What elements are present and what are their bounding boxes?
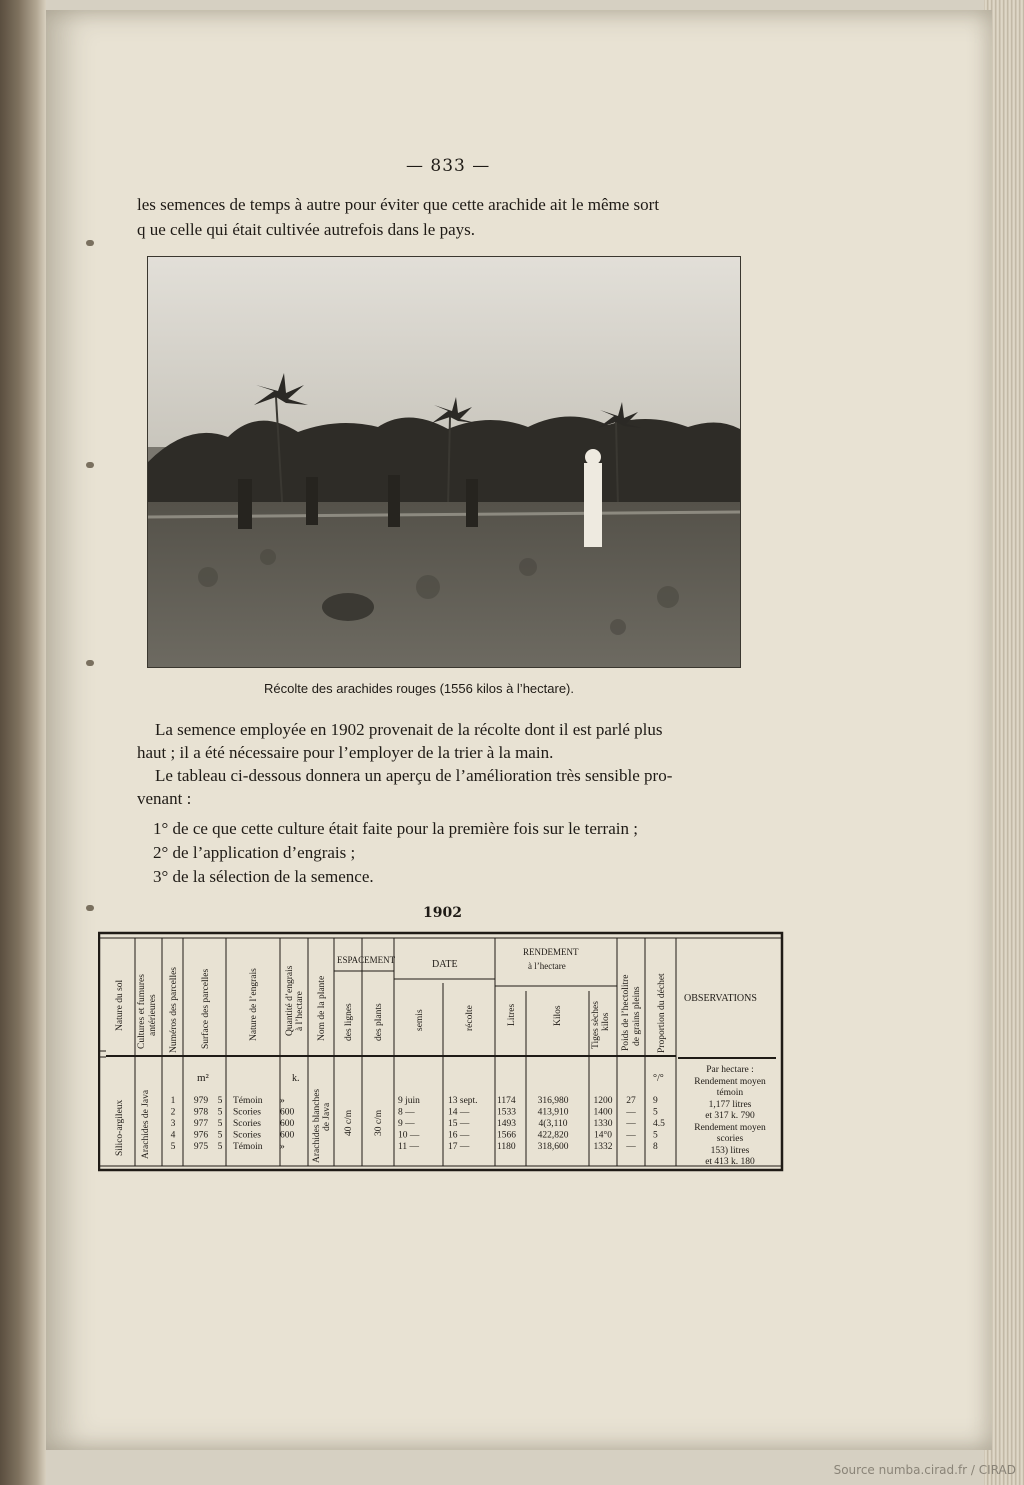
binding-hole (86, 905, 94, 911)
table-cell-num: 4 (170, 1130, 176, 1141)
table-cell-surface: 978 (193, 1107, 209, 1118)
observation-line: scories (716, 1134, 744, 1144)
header-rendement: RENDEMENT (523, 947, 579, 957)
cell-espacement-lignes: 40 c/m (344, 1109, 354, 1136)
cell-plante: Arachides blanches (312, 1088, 322, 1163)
binding-hole (86, 240, 94, 246)
observation-line: Rendement moyen (694, 1077, 766, 1087)
results-table-text (98, 931, 784, 1173)
header-nature-sol: Nature du sol (115, 979, 125, 1031)
table-cell-quantite: 600 (280, 1107, 295, 1118)
photo-caption: Récolte des arachides rouges (1556 kilos à l’hectare). (264, 681, 575, 696)
intro-line: les semences de temps à autre pour éviter que cette arachide ait le même sort (137, 195, 660, 214)
header-litres: Litres (507, 1003, 517, 1026)
header-proportion: Proportion du déchet (657, 973, 667, 1053)
table-cell-engrais: Scories (233, 1130, 261, 1141)
table-cell-num: 1 (170, 1096, 176, 1106)
observation-line: et 317 k. 790 (705, 1111, 755, 1121)
table-cell-semis: 10 — (398, 1130, 420, 1141)
unit-surface: m² (197, 1072, 209, 1084)
table-cell-litres: 1566 (497, 1130, 516, 1141)
observation-line: 153) litres (710, 1146, 750, 1156)
table-cell-surface: 976 (193, 1130, 209, 1141)
table-cell-engrais: Témoin (233, 1096, 263, 1106)
table-cell-semis: 8 — (398, 1107, 415, 1118)
cell-sol: Silico-argileux (115, 1099, 125, 1156)
table-cell-kilos: 318,600 (537, 1142, 569, 1152)
table-cell-engrais: Témoin (233, 1142, 263, 1152)
binding-hole (86, 462, 94, 468)
body-line: venant : (137, 789, 192, 808)
header-rendement-2: à l’hectare (528, 961, 566, 971)
table-cell-recolte: 15 — (448, 1119, 470, 1129)
unit-proportion: °/° (653, 1073, 664, 1084)
intro-line: q ue celle qui était cultivée autrefois dans le pays. (137, 220, 475, 239)
table-cell-dechet: 9 (653, 1096, 658, 1106)
observation-line: Par hectare : (706, 1065, 754, 1075)
header-tiges: Tiges sèches (591, 1001, 601, 1049)
cell-plante-2: de Java (322, 1102, 332, 1131)
table-cell-num: 3 (170, 1119, 176, 1129)
header-kilos: Kilos (553, 1005, 563, 1026)
table-cell-surface: 977 (193, 1119, 209, 1129)
cell-espacement-plants: 30 c/m (374, 1109, 384, 1136)
header-cultures: Cultures et fumures (137, 974, 147, 1049)
table-cell-dechet: 5 (653, 1130, 658, 1141)
book-spine (0, 0, 46, 1485)
table-cell-semis: 9 — (398, 1119, 415, 1129)
table-cell-semis: 11 — (398, 1142, 420, 1152)
page-number: — 833 — (406, 156, 491, 176)
header-plants: des plants (374, 1003, 384, 1041)
table-cell-poids: 27 (626, 1096, 636, 1106)
table-cell-tiges: 1330 (593, 1119, 613, 1129)
table-cell-litres: 1180 (497, 1142, 516, 1152)
table-cell-semis: 9 juin (398, 1096, 420, 1106)
observation-line: 1,177 litres (708, 1100, 752, 1110)
table-cell-recolte: 14 — (448, 1107, 470, 1118)
unit-quantite: k. (292, 1073, 300, 1084)
header-plante: Nom de la plante (317, 975, 327, 1041)
table-cell-kilos: 422,820 (537, 1130, 569, 1141)
table-cell-litres: 1174 (497, 1096, 516, 1106)
list-item: 2° de l’application d’engrais ; (153, 843, 356, 862)
table-cell-poids: — (626, 1130, 636, 1141)
header-numeros: Numéros des parcelles (169, 967, 179, 1053)
source-note: Source numba.cirad.fr / CIRAD (833, 1463, 1016, 1477)
table-cell-litres: 1493 (497, 1119, 516, 1129)
harvest-photo-illustration (148, 257, 740, 667)
table-cell-recolte: 16 — (448, 1130, 470, 1141)
observation-line: Rendement moyen (694, 1123, 766, 1133)
header-poids-2: de grains pleins (632, 986, 642, 1046)
table-cell-poids: — (626, 1107, 636, 1118)
header-tiges-2: kilos (601, 1012, 611, 1031)
body-line: Le tableau ci-dessous donnera un aperçu de l’amélioration très sensible pro- (155, 766, 673, 785)
header-surface: Surface des parcelles (201, 968, 211, 1049)
table-cell-kilos: 413,910 (537, 1107, 569, 1118)
body-line: La semence employée en 1902 provenait de la récolte dont il est parlé plus (155, 720, 663, 739)
header-cultures-2: antérieures (148, 994, 158, 1036)
table-cell-dechet: 8 (653, 1142, 658, 1152)
header-lignes: des lignes (344, 1003, 354, 1041)
header-engrais: Nature de l’engrais (249, 968, 259, 1041)
table-cell-tiges: 1332 (593, 1142, 613, 1152)
table-cell-recolte: 13 sept. (448, 1096, 478, 1106)
table-cell-tiges: 1400 (593, 1107, 613, 1118)
table-cell-poids: — (626, 1142, 636, 1152)
header-observations: OBSERVATIONS (684, 993, 757, 1004)
table-cell-surface-frac: 5 (217, 1142, 223, 1152)
table-cell-engrais: Scories (233, 1107, 261, 1118)
table-cell-num: 2 (170, 1107, 176, 1118)
table-cell-surface: 979 (193, 1096, 209, 1106)
table-cell-tiges: 1200 (593, 1096, 613, 1106)
list-item: 3° de la sélection de la semence. (153, 867, 374, 886)
table-cell-quantite: » (280, 1096, 285, 1106)
header-semis: semis (415, 1009, 425, 1031)
table-cell-engrais: Scories (233, 1119, 261, 1129)
table-cell-surface-frac: 5 (217, 1096, 223, 1106)
table-year: 1902 (423, 905, 462, 921)
header-quantite: Quantité d’engrais (285, 965, 295, 1036)
list-item: 1° de ce que cette culture était faite pour la première fois sur le terrain ; (153, 819, 638, 838)
table-cell-surface-frac: 5 (217, 1119, 223, 1129)
harvest-photo (147, 256, 741, 668)
table-cell-surface-frac: 5 (217, 1130, 223, 1141)
table-cell-quantite: 600 (280, 1130, 295, 1141)
table-cell-recolte: 17 — (448, 1142, 470, 1152)
header-recolte: récolte (465, 1005, 475, 1031)
table-cell-litres: 1533 (497, 1107, 516, 1118)
table-cell-quantite: » (280, 1142, 285, 1152)
header-quantite-2: à l’hectare (295, 991, 305, 1031)
header-date: DATE (432, 959, 458, 970)
observation-line: et 413 k. 180 (705, 1157, 755, 1167)
header-poids: Poids de l’hectolitre (621, 974, 631, 1051)
table-cell-surface-frac: 5 (217, 1107, 223, 1118)
table-cell-kilos: 4(3,110 (538, 1119, 568, 1129)
table-cell-tiges: 14°0 (593, 1130, 613, 1141)
table-cell-quantite: 600 (280, 1119, 295, 1129)
table-cell-kilos: 316,980 (537, 1096, 569, 1106)
header-espacement: ESPACEMENT (337, 955, 396, 965)
table-cell-num: 5 (170, 1142, 176, 1152)
table-cell-surface: 975 (193, 1142, 209, 1152)
cell-culture-anterieure: Arachides de Java (141, 1089, 151, 1159)
binding-hole (86, 660, 94, 666)
body-line: haut ; il a été nécessaire pour l’employer de la trier à la main. (137, 743, 554, 762)
table-cell-dechet: 4.5 (653, 1119, 665, 1129)
table-cell-dechet: 5 (653, 1107, 658, 1118)
observation-line: témoin (716, 1088, 744, 1098)
table-cell-poids: — (626, 1119, 636, 1129)
results-table (98, 931, 784, 1173)
